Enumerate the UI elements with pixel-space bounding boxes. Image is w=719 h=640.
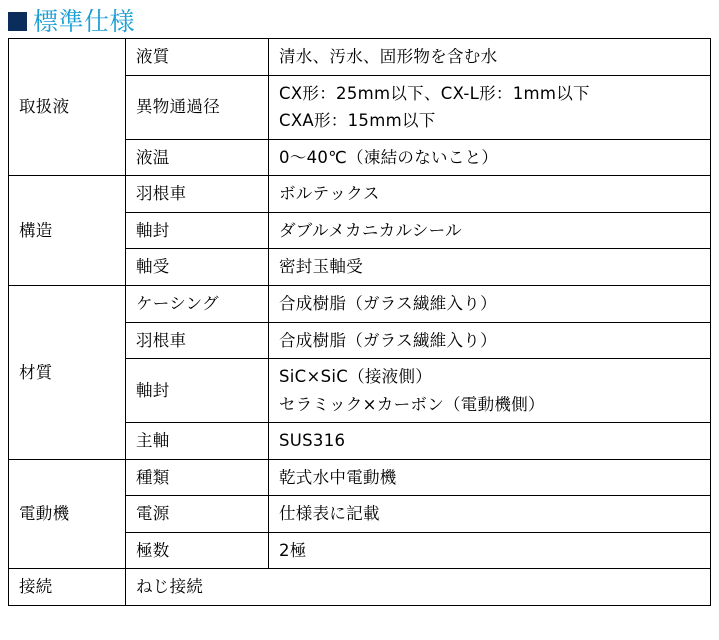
page-title-label: 標準仕様 <box>33 6 136 36</box>
group-label-cell: 電動機 <box>9 459 126 569</box>
item-value-cell: ダブルメカニカルシール <box>269 212 711 249</box>
table-row <box>9 459 711 496</box>
item-label-cell: 軸封 <box>126 212 269 249</box>
item-label-cell: 液質 <box>126 39 269 76</box>
item-value-cell: 乾式水中電動機 <box>269 459 711 496</box>
item-value-cell: 0～40℃（凍結のないこと） <box>269 139 711 176</box>
item-value-cell: 合成樹脂（ガラス繊維入り） <box>269 322 711 359</box>
table-row <box>9 285 711 322</box>
item-value-cell: 合成樹脂（ガラス繊維入り） <box>269 285 711 322</box>
item-value-line: CXA形：15mm以下 <box>279 111 436 131</box>
group-label-cell: 材質 <box>9 285 126 459</box>
item-value-line: CX形：25mm以下、CX-L形：1mm以下 <box>279 83 590 103</box>
item-value-cell: 2極 <box>269 532 711 569</box>
item-value-cell: 仕様表に記載 <box>269 496 711 533</box>
item-label-cell: 主軸 <box>126 423 269 460</box>
item-label-cell: 電源 <box>126 496 269 533</box>
standard-specification-table <box>8 38 711 606</box>
item-value-cell <box>269 75 711 139</box>
item-value-line: セラミック×カーボン（電動機側） <box>279 394 545 414</box>
item-value-cell: 清水、汚水、固形物を含む水 <box>269 39 711 76</box>
group-label-cell: 取扱液 <box>9 39 126 176</box>
item-label-cell: 種類 <box>126 459 269 496</box>
table-row <box>9 39 711 76</box>
group-label-cell: 構造 <box>9 176 126 286</box>
item-value-cell <box>269 359 711 423</box>
item-label-cell: 羽根車 <box>126 322 269 359</box>
item-value-cell: ボルテックス <box>269 176 711 213</box>
item-label-cell: ケーシング <box>126 285 269 322</box>
heading-square-icon <box>8 12 27 31</box>
item-value-cell: 密封玉軸受 <box>269 249 711 286</box>
item-label-cell: 羽根車 <box>126 176 269 213</box>
item-value-line: SiC×SiC（接液側） <box>279 367 433 387</box>
item-label-cell: 軸受 <box>126 249 269 286</box>
table-row <box>9 569 711 606</box>
item-value-cell: SUS316 <box>269 423 711 460</box>
page-title <box>0 0 719 38</box>
item-label-cell: 極数 <box>126 532 269 569</box>
table-row <box>9 176 711 213</box>
item-label-cell: 軸封 <box>126 359 269 423</box>
group-label-cell: 接続 <box>9 569 126 606</box>
item-label-cell: 液温 <box>126 139 269 176</box>
item-label-cell: 異物通過径 <box>126 75 269 139</box>
item-label-cell: ねじ接続 <box>126 569 711 606</box>
